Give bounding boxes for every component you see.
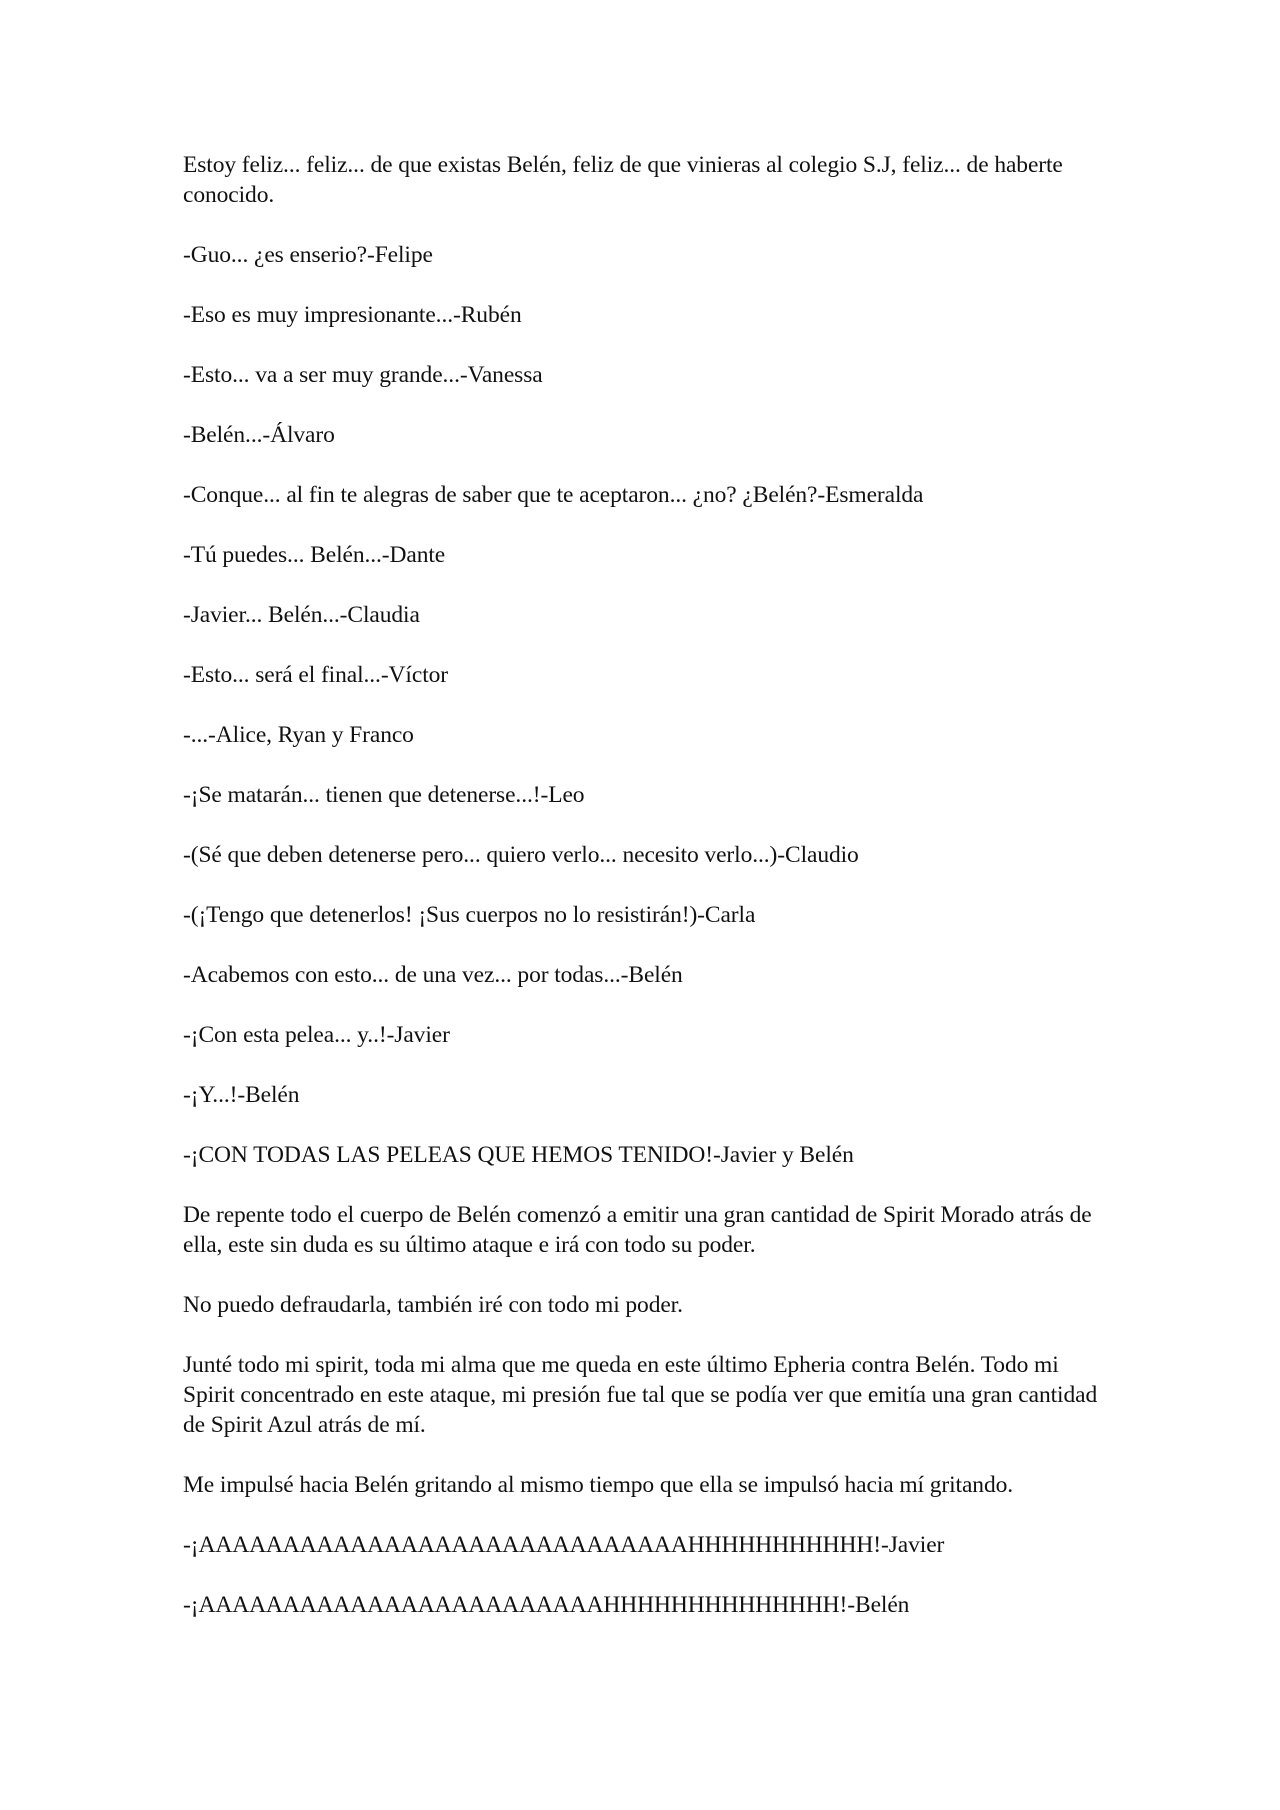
dialogue-line: -¡CON TODAS LAS PELEAS QUE HEMOS TENIDO!-Javier y Belén	[183, 1142, 854, 1168]
dialogue-line: -Belén...-Álvaro	[183, 422, 335, 448]
dialogue-line: -¡Con esta pelea... y..!-Javier	[183, 1022, 450, 1048]
dialogue-line: -(Sé que deben detenerse pero... quiero verlo... necesito verlo...)-Claudio	[183, 842, 859, 868]
narration-paragraph: Junté todo mi spirit, toda mi alma que me queda en este último Epheria contra Belén. Todo mi Spirit concentrado en este ataque, mi presión fue tal que se podía ver que emitía una gran cantidad de Spirit Azul atrás de mí.	[183, 1352, 1098, 1438]
dialogue-line: -¡Y...!-Belén	[183, 1082, 300, 1108]
dialogue-line: -Esto... será el final...-Víctor	[183, 662, 448, 688]
document-body	[183, 150, 1103, 1650]
dialogue-line: -Tú puedes... Belén...-Dante	[183, 542, 446, 568]
dialogue-line: -Conque... al fin te alegras de saber que te aceptaron... ¿no? ¿Belén?-Esmeralda	[183, 482, 924, 508]
narration-paragraph: Me impulsé hacia Belén gritando al mismo tiempo que ella se impulsó hacia mí gritando.	[183, 1472, 1014, 1498]
dialogue-line: -Guo... ¿es enserio?-Felipe	[183, 242, 433, 268]
dialogue-line: -...-Alice, Ryan y Franco	[183, 722, 414, 748]
dialogue-line: -Eso es muy impresionante...-Rubén	[183, 302, 522, 328]
narration-paragraph: De repente todo el cuerpo de Belén comenzó a emitir una gran cantidad de Spirit Morado atrás de ella, este sin duda es su último ataque e irá con todo su poder.	[183, 1202, 1092, 1258]
dialogue-line: -Javier... Belén...-Claudia	[183, 602, 420, 628]
dialogue-line: -Esto... va a ser muy grande...-Vanessa	[183, 362, 543, 388]
dialogue-line: -¡AAAAAAAAAAAAAAAAAAAAAAAAHHHHHHHHHHHHHH!-Belén	[183, 1592, 910, 1618]
narration-paragraph: No puedo defraudarla, también iré con todo mi poder.	[183, 1292, 683, 1318]
dialogue-line: -(¡Tengo que detenerlos! ¡Sus cuerpos no lo resistirán!)-Carla	[183, 902, 756, 928]
dialogue-line: -¡AAAAAAAAAAAAAAAAAAAAAAAAAAAAAHHHHHHHHHHH!-Javier	[183, 1532, 945, 1558]
dialogue-line: -Acabemos con esto... de una vez... por todas...-Belén	[183, 962, 683, 988]
dialogue-line: -¡Se matarán... tienen que detenerse...!-Leo	[183, 782, 585, 808]
narration-paragraph: Estoy feliz... feliz... de que existas Belén, feliz de que vinieras al colegio S.J, feliz... de haberte conocido.	[183, 152, 1063, 208]
